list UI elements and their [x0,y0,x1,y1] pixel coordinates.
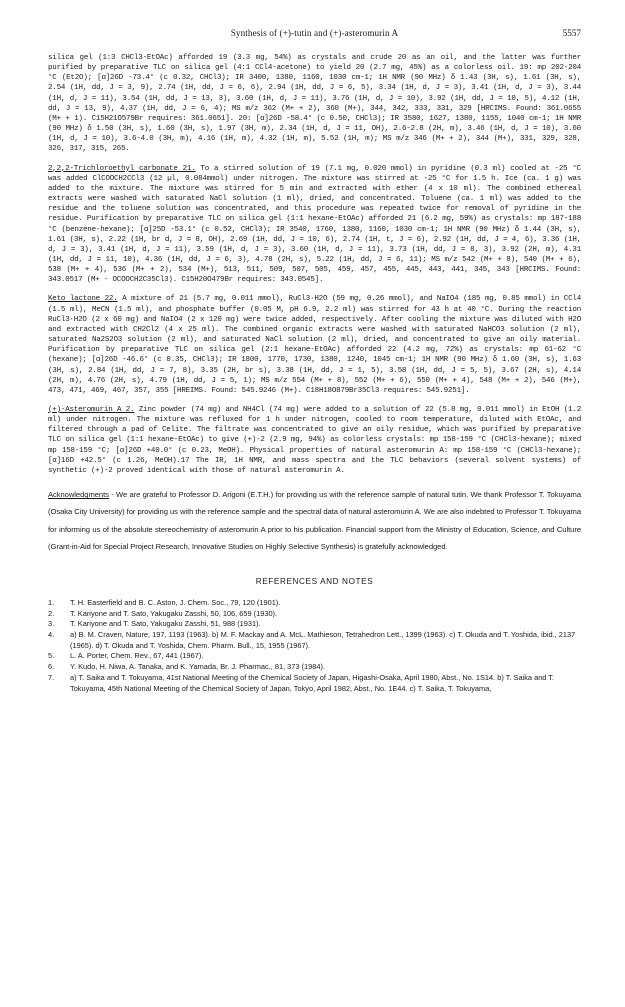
reference-number: 7. [48,672,55,682]
running-title: Synthesis of (+)-tutin and (+)-asteromurin A [230,28,399,38]
experimental-paragraph-carbonate-21 [48,164,581,286]
acknowledgments [48,486,581,555]
reference-item [48,630,581,651]
reference-item [48,609,581,620]
reference-number: 2. [48,608,55,618]
reference-text: Y. Kudo, H. Niwa, A. Tanaka, and K. Yamada, Br. J. Pharmac., 81, 373 (1984). [70,662,325,672]
experimental-paragraph-continued [48,53,581,155]
paragraph-heading: (+)-Asteromurin A 2. [48,406,135,414]
reference-text: L. A. Porter, Chem. Rev., 67, 441 (1967). [70,651,204,661]
paragraph-text: silica gel (1:3 CHCl3-EtOAc) afforded 19 (3.3 mg, 54%) as crystals and crude 20 as an oil, and the latter was further purified by preparative TLC on silica gel (4:1 CCl4-acetone) to yield 20 (2.7 mg, 45%) as a colorless oil. 19: mp 202-204 °C (Et2O); [α]26D -73.4° (c 0.32, CHCl3); IR 3400, 1380, 1160, 1030 cm-1; 1H NMR (90 MHz) δ 1.43 (3H, s), 1.61 (3H, s), 2.54 (1H, dd, J = 3, 9), 2.74 (1H, dd, J = 6, 6), 2.94 (1H, dd, J = 6, 5), 3.34 (1H, d, J = 3), 3.41 (1H, d, J = 3), 3.44 (1H, d, J = 11), 3.54 (1H, dd, J = 13, 3), 3.60 (1H, d, J = 11), 3.76 (1H, d, J = 10), 3.92 (1H, dd, J = 10, 5), 4.12 (1H, dd, J = 13, 9), 4.37 (1H, dd, J = 6, 4); MS m/z 362 (M+ + 2), 360 (M+), 344, 342, 333, 331, 329 [HRCIMS. Found: 361.0655 (M+ + 1). C15H21O579Br requires: 361.0651]. 20: [α]26D -58.4° (c 0.50, CHCl3); IR 3580, 1627, 1380, 1155, 1040 cm-1; 1H NMR (90 MHz) δ 1.50 (3H, s), 1.60 (3H, s), 1.97 (3H, m), 2.34 (1H, d, J = 11, OH), 2.6-2.8 (2H, m), 3.46 (1H, d, J = 10), 3.60 (1H, d, J = 10), 3.6-4.0 (3H, m), 4.16 (1H, m), 4.32 (1H, m), 5.52 (1H, m); MS m/z 346 (M+ + 2), 344 (M+), 331, 329, 328, 326, 317, 315, 265. [48,54,581,154]
reference-text: a) B. M. Craven, Nature, 197, 1193 (1963). b) M. F. Mackay and A. McL. Mathieson, Tetrahedron Lett., 1399 (1963). c) T. Okuda and T. Yoshida, ibid., 2137 (1965). d) T. Okuda and T. Yoshida, Chem. Pharm. Bull., 15, 1955 (1967). [70,630,576,650]
reference-text: T. Kariyone and T. Sato, Yakugaku Zasshi, 50, 106, 659 (1930). [70,608,278,618]
reference-item [48,651,581,662]
references-heading: REFERENCES AND NOTES [255,576,374,586]
paragraph-text: Zinc powder (74 mg) and NH4Cl (74 mg) were added to a solution of 22 (5.8 mg, 0.011 mmol) in EtOH (1.2 ml) under nitrogen. The mixture was refluxed for 1 h under nitrogen, cooled to room temperature, diluted with EtOAc, and filtered through a pad of Celite. The filtrate was concentrated to give an oily residue, which was purified by preparative TLC on silica gel (1:1 hexane-EtOAc) to give (+)-2 (2.9 mg, 94%) as colorless crystals: mp 158-159 °C (CHCl3-hexane); mixed mp 158-159 °C; [α]26D +40.0° (c 0.23, MeOH). Physical properties of natural asteromurin A: mp 158-159 °C (CHCl3-hexane); [α]16D +42.5° (c 1.26, MeOH).17 The IR, 1H NMR, and mass spectra and the TLC behaviors (several solvent systems) of synthetic (+)-2 proved identical with those of natural asteromurin A. [48,406,581,475]
paragraph-heading: 2,2,2-Trichloroethyl carbonate 21. [48,164,196,173]
page-number: 5557 [562,28,581,38]
reference-number: 4. [48,630,55,640]
experimental-paragraph-keto-lactone-22 [48,294,581,396]
paragraph-text: To a stirred solution of 19 (7.1 mg, 0.020 mmol) in pyridine (0.3 ml) cooled at -25 °C was added ClCOOCH2CCl3 (12 µl, 0.084mmol) under nitrogen. The mixture was stirred at -25 °C for 1.5 h. Ice (ca. 1 g) was added to the mixture. The mixture was stirred for 5 min and extracted with ether (4 x 10 ml). The combined ethereal extracts were washed with saturated NaCl solution (1 ml), dried, and concentrated. Toluene (ca. 1 ml) was added to the residue and the toluene solution was concentrated, and this procedure was repeated twice for removal of pyridine in the residue. Purification by preparative TLC on silica gel (1:1 hexane-EtOAc) afforded 21 (6.2 mg, 59%) as crystals: mp 187-188 °C (benzene-hexane); [α]25D -53.1° (c 0.52, CHCl3); IR 3540, 1760, 1380, 1160, 1030 cm-1; 1H NMR (90 MHz) δ 1.44 (3H, s), 1.61 (3H, s), 2.22 (1H, br d, J = 8, OH), 2.69 (1H, dd, J = 10, 6), 2.74 (1H, t, J = 6), 2.92 (1H, dd, J = 4, 6), 3.36 (1H, d, J = 3), 3.41 (1H, d, J = 11), 3.59 (1H, d, J = 3), 3.60 (1H, d, J = 11), 3.73 (1H, dd, J = 8, 3), 3.92 (2H, m), 4.31 (1H, dd, J = 11, 10), 4.36 (1H, dd, J = 6, 3), 4.78 (2H, s), 5.22 (1H, dd, J = 6, 11); MS m/z 542 (M+ + 8), 540 (M+ + 6), 538 (M+ + 4), 536 (M+ + 2), 534 (M+), 513, 511, 509, 507, 505, 459, 457, 455, 445, 443, 441, 345, 343 [HRCIMS. Found: 343.0517 (M+ - OCOOCH2C35Cl3). C15H20O479Br requires: 343.0545]. [48,164,581,285]
reference-number: 5. [48,651,55,661]
reference-number: 3. [48,619,55,629]
reference-item [48,619,581,630]
article-body [48,53,581,694]
reference-text: T. Kariyone and T. Sato, Yakugaku Zasshi, 51, 988 (1931). [70,619,261,629]
reference-list [48,598,581,694]
reference-number: 1. [48,597,55,607]
reference-item [48,662,581,673]
running-header [48,28,581,42]
reference-number: 6. [48,662,55,672]
paragraph-heading: Keto lactone 22. [48,295,118,304]
acknowledgments-text: - We are grateful to Professor D. Arigoni (E.T.H.) for providing us with the reference sample of natural tutin. We thank Professor T. Tokuyama (Osaka City University) for providing us with the reference sample and the spectral data of natural asteromurin A. We are also indebted to Professor T. Tokuyama for informing us of the absolute stereochemistry of asteromurin A prior to his publication. Financial support from the Ministry of Education, Science, and Culture (Grant-in-Aid for Special Project Research, Innovative Studies on Highly Selective Synthesis) is gratefully acknowledged. [48,490,581,551]
paragraph-text: A mixture of 21 (5.7 mg, 0.011 mmol), RuCl3·H2O (59 mg, 0.26 mmol), and NaIO4 (185 mg, 0.85 mmol) in CCl4 (1.5 ml), MeCN (1.5 ml), and phosphate buffer (0.05 M, pH 6.9, 2.2 ml) was stirred for 43 h at 40 °C. During the reaction RuCl3·H2O (2 x 60 mg) and NaIO4 (2 x 120 mg) were twice added, respectively. After cooling the mixture was diluted with H2O and extracted with CH2Cl2 (4 x 25 ml). The combined organic extracts were washed with saturated NaHCO3 solution (2 ml), saturated Na2S2O3 solution (2 ml), and saturated NaCl solution (2 ml), dried, and concentrated to give an oily material. Purification by preparative TLC on silica gel (2:1 hexane-EtOAc) afforded 22 (4.2 mg, 72%) as crystals: mp 61-62 °C (hexane); [α]26D -46.6° (c 0.35, CHCl3); IR 1800, 1770, 1730, 1380, 1240, 1045 cm-1; 1H NMR (90 MHz) δ 1.60 (3H, s), 1.63 (3H, s), 2.84 (1H, dd, J = 7, 8), 3.35 (2H, br s), 3.38 (1H, dd, J = 1, 5), 3.58 (1H, dd, J = 5, 5), 3.67 (2H, s), 4.14 (2H, m), 4.76 (2H, s), 4.79 (1H, dd, J = 5, 1); MS m/z 554 (M+ + 8), 552 (M+ + 6), 550 (M+ + 4), 548 (M+ + 2), 546 (M+), 473, 471, 469, 467, 357, 355 [HREIMS. Found: 545.9246 (M+). C18H18O879Br35Cl3 requires: 545.9251]. [48,295,582,395]
experimental-paragraph-asteromurin-a [48,405,581,476]
acknowledgments-heading: Acknowledgments [48,490,109,500]
reference-text: a) T. Saika and T. Tokuyama, 41st National Meeting of the Chemical Society of Japan, Higashi-Osaka, April 1980, Abst., No. 1S14. b) T. Saika and T. Tokuyama, 45th National Meeting of the Chemical Society of Japan, Tokyo, April 1982, Abst., No. 1E44. c) T. Saika, T. Tokuyama, [70,672,555,693]
reference-item [48,598,581,609]
reference-item [48,673,581,694]
reference-text: T. H. Easterfield and B. C. Aston, J. Chem. Soc., 79, 120 (1901). [70,597,281,607]
